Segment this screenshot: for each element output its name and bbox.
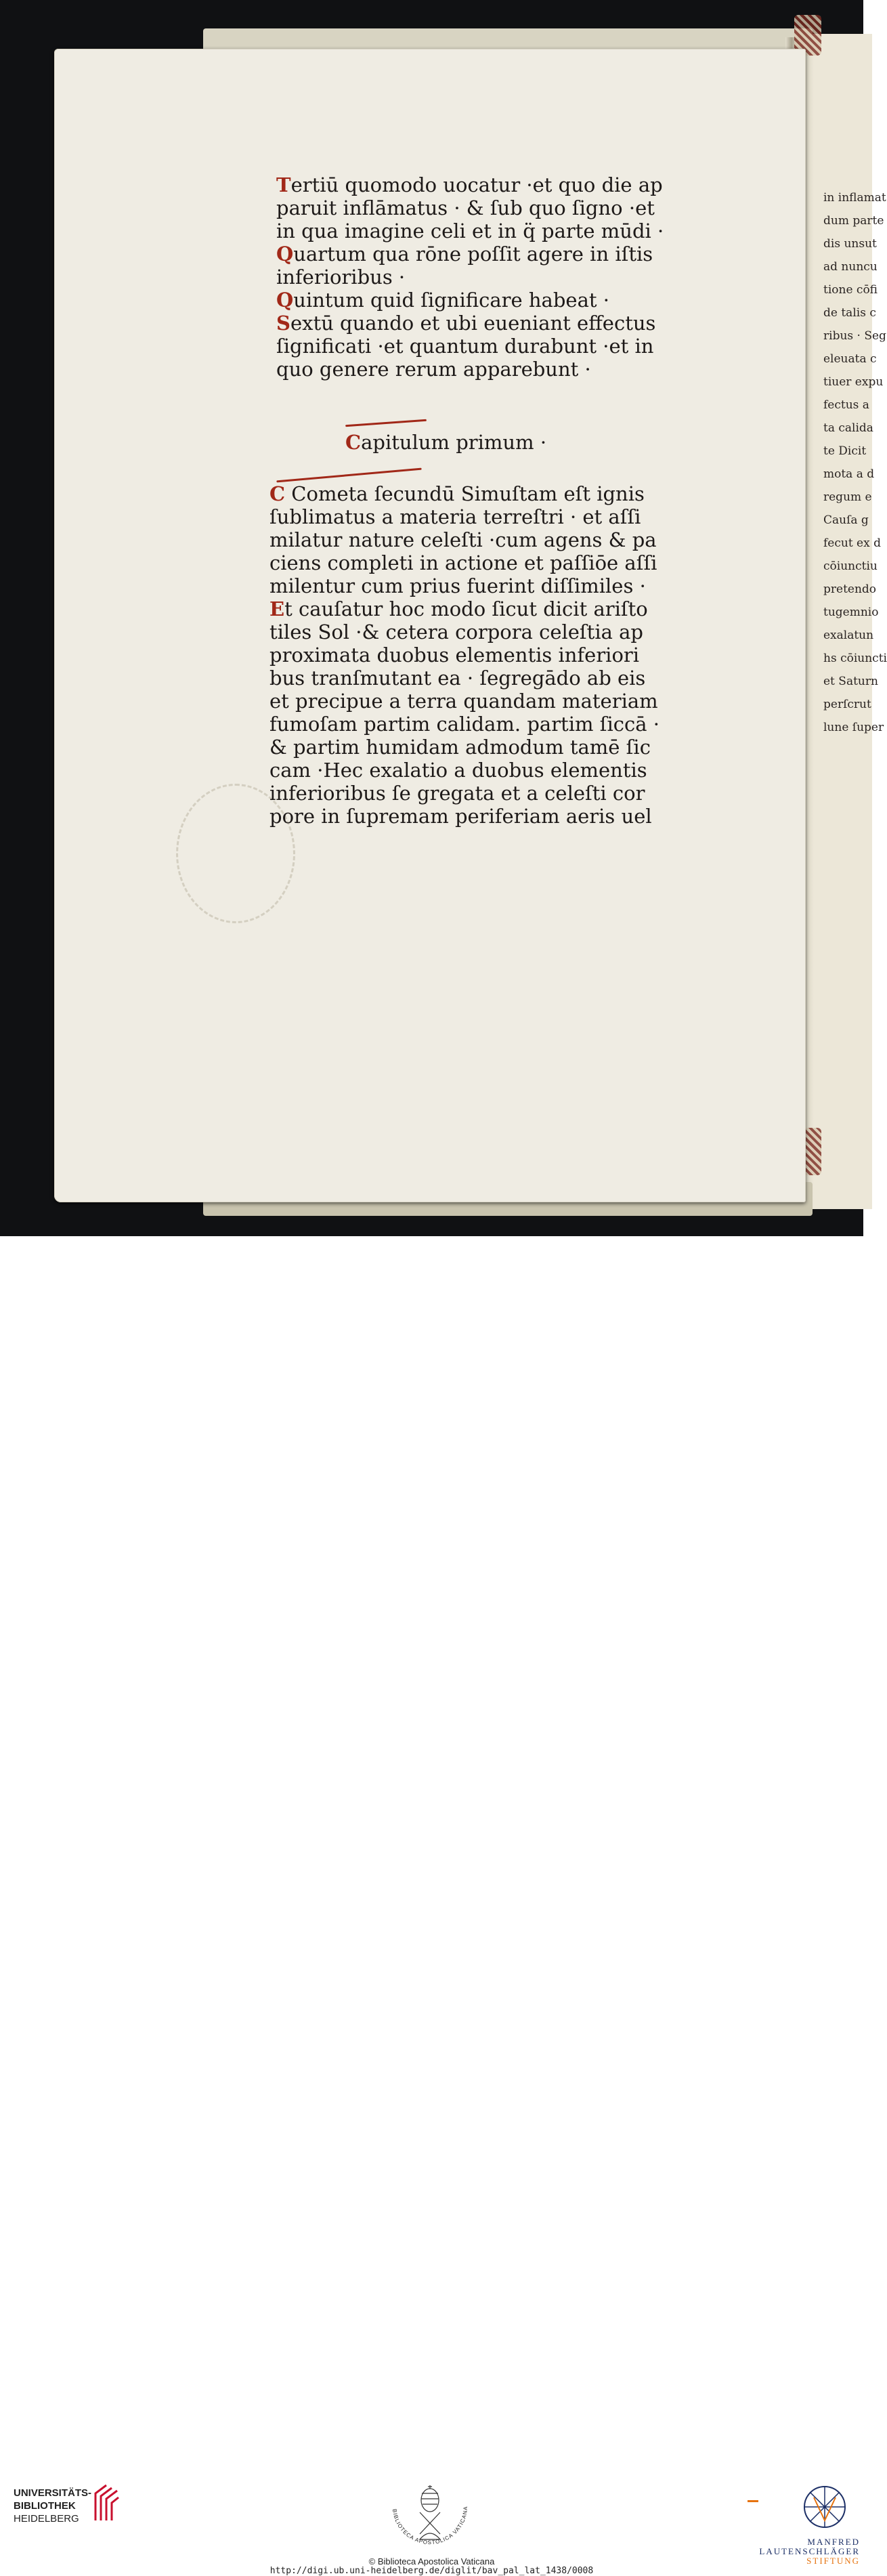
text-line: [269, 482, 659, 505]
right-page-line: ta calida: [823, 421, 873, 435]
text-line: [269, 759, 659, 782]
right-page-line: eleuata c: [823, 352, 877, 366]
ub-line1: UNIVERSITÄTS-: [14, 2487, 92, 2499]
right-page-line: mota a d: [823, 467, 875, 481]
line-text: in qua imagine celi et in q̈ parte mūdi ·: [276, 219, 664, 242]
right-page-line: perſcrut: [823, 698, 871, 711]
heading-initial: C: [345, 431, 362, 454]
text-line: [269, 574, 659, 597]
ub-heidelberg-logo-icon: [91, 2483, 121, 2525]
lautenschlaeger-stiftung-text: [752, 2537, 860, 2566]
rubricated-initial: S: [276, 312, 290, 335]
chapter-heading: [345, 431, 546, 454]
text-line: [276, 335, 664, 358]
right-page-line: lune ſuper: [823, 721, 884, 734]
footer-bar: [0, 1236, 863, 2576]
line-text: inferioribus ſe gregata et a celeſti cor: [269, 782, 645, 805]
right-page-line: fectus a: [823, 398, 869, 412]
line-text: ciens completi in actione et paſſiōe aſſi: [269, 551, 657, 574]
right-page-line: hs cōiuncti: [823, 652, 887, 665]
text-line: [276, 289, 664, 312]
right-page-line: fecut ex d: [823, 536, 881, 550]
right-page-line: ad nuncu: [823, 260, 878, 274]
mls-line1: MANFRED: [807, 2537, 860, 2547]
mls-orange-dash: [748, 2500, 758, 2502]
rubricated-initial: Q: [276, 242, 294, 266]
line-text: t cauſatur hoc modo ſicut dicit ariſto: [284, 597, 648, 620]
text-line: [269, 690, 659, 713]
text-line: [269, 505, 659, 528]
text-line: [276, 312, 664, 335]
right-page-line: pretendo: [823, 583, 877, 596]
text-line: [276, 196, 664, 219]
line-text: milentur cum prius fuerint diſſimiles ·: [269, 574, 646, 597]
text-line: [276, 242, 664, 266]
text-line: [269, 736, 659, 759]
text-line: [269, 713, 659, 736]
line-text: fumoſam partim calidam. partim ſiccā ·: [269, 713, 659, 736]
line-text: uintum quid ſignificare habeat ·: [293, 289, 609, 312]
line-text: extū quando et ubi eueniant effectus: [290, 312, 656, 335]
line-text: milatur nature celeſti ·cum agens & pa: [269, 528, 657, 551]
right-page-line: et Saturn: [823, 675, 878, 688]
line-text: tiles Sol ·& cetera corpora celeſtia ap: [269, 620, 643, 643]
line-text: ſignificati ·et quantum durabunt ·et in: [276, 335, 654, 358]
text-block-top: [276, 173, 664, 381]
right-page-line: ribus · Seg: [823, 329, 886, 343]
line-text: cam ·Hec exalatio a duobus elementis: [269, 759, 647, 782]
manuscript-scan: [0, 0, 887, 1236]
right-page-line: cōiunctiu: [823, 559, 878, 573]
text-line: [269, 528, 659, 551]
right-page-line: te Dicit: [823, 444, 867, 458]
right-page-line: dis unsut: [823, 237, 877, 251]
line-text: paruit inflāmatus · & ſub quo ſigno ·et: [276, 196, 655, 219]
vatican-library-emblem-icon: [379, 2480, 481, 2554]
rubricated-initial: Q: [276, 289, 294, 312]
text-line: [269, 597, 659, 620]
text-line: [276, 358, 664, 381]
text-line: [269, 805, 659, 828]
right-page-line: tiuer expu: [823, 375, 884, 389]
right-page-line: de talis c: [823, 306, 876, 320]
text-line: [269, 643, 659, 667]
right-page-line: tugemnio: [823, 606, 879, 619]
line-text: bus tranſmutant ea · ſegregādo ab eis: [269, 667, 646, 690]
line-text: ſublimatus a materia terreſtri · et aſſi: [269, 505, 641, 528]
ub-heidelberg-logo-text: [14, 2487, 91, 2525]
line-text: et precipue a terra quandam materiam: [269, 690, 658, 713]
text-line: [269, 551, 659, 574]
right-page-line: dum parte: [823, 214, 884, 228]
line-text: inferioribus ·: [276, 266, 406, 289]
right-facing-page: [798, 34, 875, 1209]
mls-line2: LAUTENSCHLÄGER: [759, 2546, 860, 2556]
copyright-notice: © Biblioteca Apostolica Vaticana: [368, 2556, 495, 2567]
text-line: [276, 266, 664, 289]
lautenschlaeger-stiftung-logo-icon: [798, 2480, 852, 2534]
line-text: uartum qua rōne poſſit agere in iſtis: [293, 242, 653, 266]
rubricated-initial: E: [269, 597, 285, 620]
line-text: Cometa ſecundū Simuſtam eſt ignis: [285, 482, 645, 505]
line-text: ertiū quomodo uocatur ·et quo die ap: [290, 173, 663, 196]
rubricated-initial: C: [269, 482, 286, 505]
text-block-body: [269, 482, 659, 828]
right-page-line: tione cōfi: [823, 283, 878, 297]
rubricated-initial: T: [276, 173, 291, 196]
right-page-line: Cauſa g: [823, 513, 869, 527]
text-line: [269, 620, 659, 643]
text-line: [276, 173, 664, 196]
line-text: proximata duobus elementis inferiori: [269, 643, 640, 667]
line-text: pore in ſupremam periferiam aeris uel: [269, 805, 652, 828]
right-page-line: exalatun: [823, 629, 874, 642]
right-page-line: in inflamat: [823, 191, 886, 205]
text-line: [269, 782, 659, 805]
line-text: & partim humidam admodum tamē ſic: [269, 736, 651, 759]
ub-line2: BIBLIOTHEK: [14, 2500, 76, 2512]
vatican-arc-text: BIBLIOTECA APOSTOLICA VATICANA: [391, 2506, 469, 2546]
permalink-url[interactable]: http://digi.ub.uni-heidelberg.de/diglit/bav_pal_lat_1438/0008: [269, 2566, 594, 2576]
text-line: [276, 219, 664, 242]
mls-line3: STIFTUNG: [806, 2556, 860, 2566]
text-line: [269, 667, 659, 690]
heading-text: apitulum primum ·: [361, 431, 547, 454]
right-page-line: regum e: [823, 490, 872, 504]
line-text: quo genere rerum apparebunt ·: [276, 358, 591, 381]
ub-line3: HEIDELBERG: [14, 2513, 79, 2525]
